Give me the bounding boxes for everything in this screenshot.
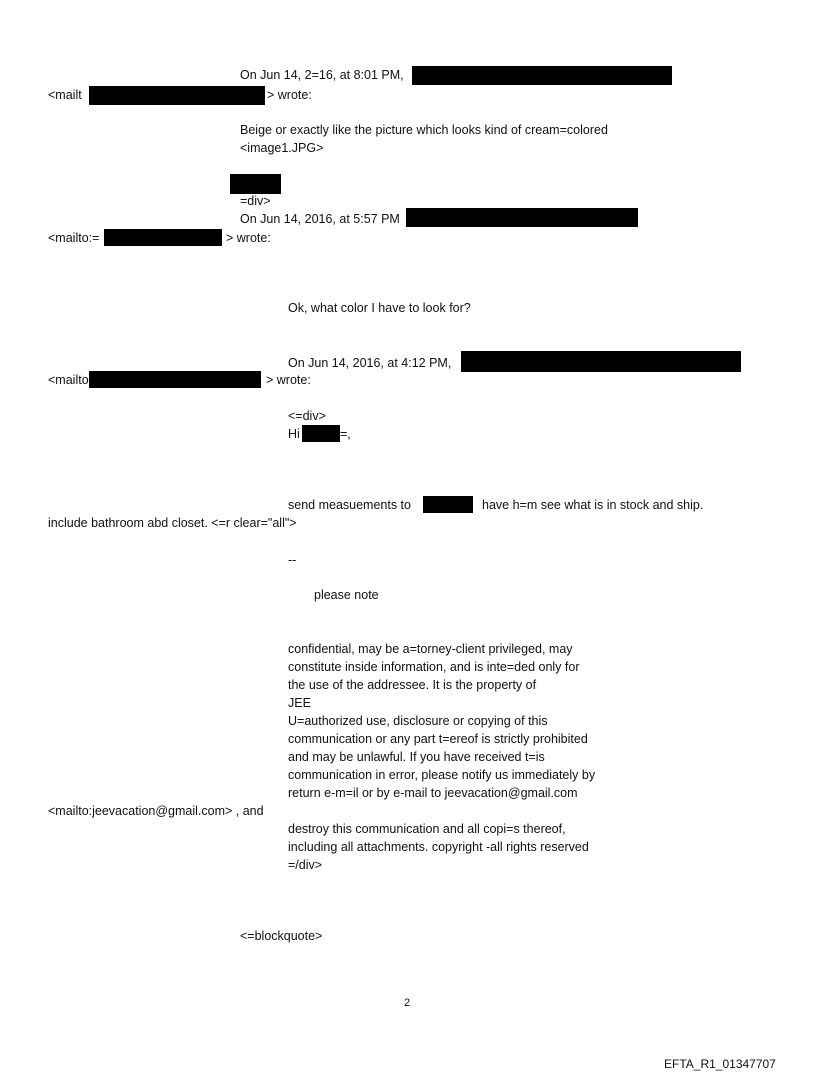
disclaimer-line: communication or any part t=ereof is strictly prohibited xyxy=(288,732,588,746)
message-send-suffix: have h=m see what is in stock and ship. xyxy=(482,498,704,512)
header1-mailto-prefix: <mailt xyxy=(48,88,82,102)
header2-wrote: > wrote: xyxy=(226,231,271,245)
disclaimer-line: return e-m=il or by e-mail to jeevacation@gmail.com xyxy=(288,786,578,800)
disclaimer-line: communication in error, please notify us immediately by xyxy=(288,768,596,782)
disclaimer-line: JEE xyxy=(288,696,311,710)
header1-date-line: On Jun 14, 2=16, at 8:01 PM, xyxy=(240,68,404,82)
reply1-line1: Beige or exactly like the picture which looks kind of cream=colored xyxy=(240,123,608,137)
redaction-block xyxy=(89,86,265,105)
header2-mailto-prefix: <mailto:= xyxy=(48,231,100,245)
disclaimer-line: and may be unlawful. If you have received t=is xyxy=(288,750,545,764)
header1-wrote: > wrote: xyxy=(267,88,312,102)
redaction-block xyxy=(461,351,741,372)
disclaimer-line: including all attachments. copyright -all rights reserved xyxy=(288,840,589,854)
disclaimer-line: constitute inside information, and is inte=ded only for xyxy=(288,660,580,674)
message-line-cont: include bathroom abd closet. <=r clear="all"> xyxy=(48,516,297,530)
blockquote-tag: <=blockquote> xyxy=(240,929,323,943)
reply1-line2: <image1.JPG> xyxy=(240,141,324,155)
disclaimer-div-close: =/div> xyxy=(288,858,323,872)
message-send-prefix: send measuements to xyxy=(288,498,411,512)
header3-date-line: On Jun 14, 2016, at 4:12 PM, xyxy=(288,356,452,370)
disclaimer-line: U=authorized use, disclosure or copying of this xyxy=(288,714,548,728)
disclaimer-line: the use of the addressee. It is the property of xyxy=(288,678,537,692)
disclaimer-line: destroy this communication and all copi=s thereof, xyxy=(288,822,566,836)
signature-separator: -- xyxy=(288,553,297,567)
redaction-block xyxy=(423,496,473,513)
redaction-block xyxy=(89,371,261,388)
header3-wrote: > wrote: xyxy=(266,373,311,387)
document-id-footer: EFTA_R1_01347707 xyxy=(664,1057,776,1071)
redaction-block xyxy=(412,66,672,85)
message-div-open: <=div> xyxy=(288,409,326,423)
please-note: please note xyxy=(314,588,379,602)
header2-date-line: On Jun 14, 2016, at 5:57 PM xyxy=(240,212,400,226)
redaction-block xyxy=(406,208,638,227)
page-number: 2 xyxy=(404,997,411,1009)
message-greeting: Hi xyxy=(288,427,300,441)
redaction-block xyxy=(302,425,340,442)
reply2-text: Ok, what color I have to look for? xyxy=(288,301,471,315)
div-tag: =div> xyxy=(240,194,271,208)
redaction-block xyxy=(230,174,281,194)
redaction-block xyxy=(104,229,222,246)
disclaimer-mailto-line: <mailto:jeevacation@gmail.com> , and xyxy=(48,804,264,818)
disclaimer-line: confidential, may be a=torney-client privileged, may xyxy=(288,642,573,656)
message-greeting-suffix: =, xyxy=(340,427,351,441)
header3-mailto-prefix: <mailto xyxy=(48,373,89,387)
